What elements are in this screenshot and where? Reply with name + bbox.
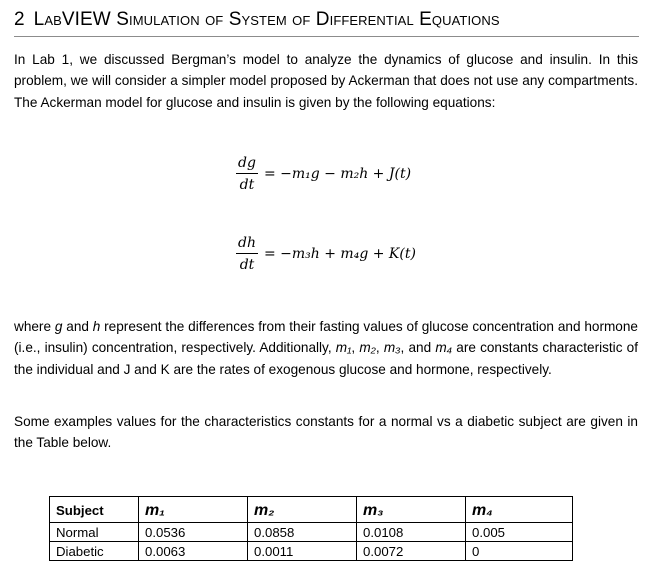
numerator: dg xyxy=(236,155,258,174)
cell-subject: Diabetic xyxy=(50,542,139,561)
cell-m2: 0.0858 xyxy=(248,523,357,542)
equation-glucose xyxy=(236,155,411,193)
variable-g: g xyxy=(54,319,63,334)
text-run: are constants characteristic of the individual and J and K are the rates of exogenous glucose and hormone, respectively. xyxy=(14,340,638,377)
constant-m1: m₁ xyxy=(335,340,352,356)
section-heading xyxy=(14,9,639,37)
constant-m4: m₄ xyxy=(435,340,453,356)
header-m1: m₁ xyxy=(139,497,248,523)
derivative-dh-dt xyxy=(236,235,258,273)
table-row xyxy=(50,523,573,542)
section-title: LabVIEW Simulation of System of Differential Equations xyxy=(33,9,500,30)
equation-rhs: = −m₃h + m₄g + K(t) xyxy=(263,246,416,262)
cell-m4: 0 xyxy=(466,542,573,561)
intro-paragraph: In Lab 1, we discussed Bergman’s model to analyze the dynamics of glucose and insulin. In this problem, we will consider a simpler model proposed by Ackerman that does not use any compartments. The Ackerman model for glucose and insulin is given by the following equations: xyxy=(14,52,638,110)
denominator: dt xyxy=(239,177,255,193)
header-subject: Subject xyxy=(50,497,139,523)
denominator: dt xyxy=(239,257,255,273)
header-m2: m₂ xyxy=(248,497,357,523)
cell-m3: 0.0108 xyxy=(357,523,466,542)
derivative-dg-dt xyxy=(236,155,258,193)
constants-table xyxy=(49,496,573,561)
text-run: , and xyxy=(400,340,436,356)
variable-h: h xyxy=(92,319,101,334)
header-m3: m₃ xyxy=(357,497,466,523)
cell-m4: 0.005 xyxy=(466,523,573,542)
constant-m3: m₃ xyxy=(383,340,401,356)
cell-m1: 0.0063 xyxy=(139,542,248,561)
equation-insulin xyxy=(236,235,416,273)
cell-m3: 0.0072 xyxy=(357,542,466,561)
cell-subject: Normal xyxy=(50,523,139,542)
equation-rhs: = −m₁g − m₂h + J(t) xyxy=(263,166,412,182)
examples-paragraph: Some examples values for the characteristics constants for a normal vs a diabetic subject are given in the Table below. xyxy=(14,414,638,451)
text-run: , xyxy=(375,340,384,356)
header-m4: m₄ xyxy=(466,497,573,523)
text-run: represent the differences from their fasting values of glucose concentration and hormone (i.e., insulin) concentration, respectively. Additionally, xyxy=(14,319,638,356)
cell-m1: 0.0536 xyxy=(139,523,248,542)
section-number: 2 xyxy=(14,9,25,30)
cell-m2: 0.0011 xyxy=(248,542,357,561)
numerator: dh xyxy=(236,235,258,254)
table-header-row xyxy=(50,497,573,523)
explanation-paragraph xyxy=(14,316,638,380)
text-run: where xyxy=(14,319,55,334)
constant-m2: m₂ xyxy=(359,340,376,356)
table-row xyxy=(50,542,573,561)
text-run: , xyxy=(351,340,360,356)
text-run: and xyxy=(62,319,93,334)
